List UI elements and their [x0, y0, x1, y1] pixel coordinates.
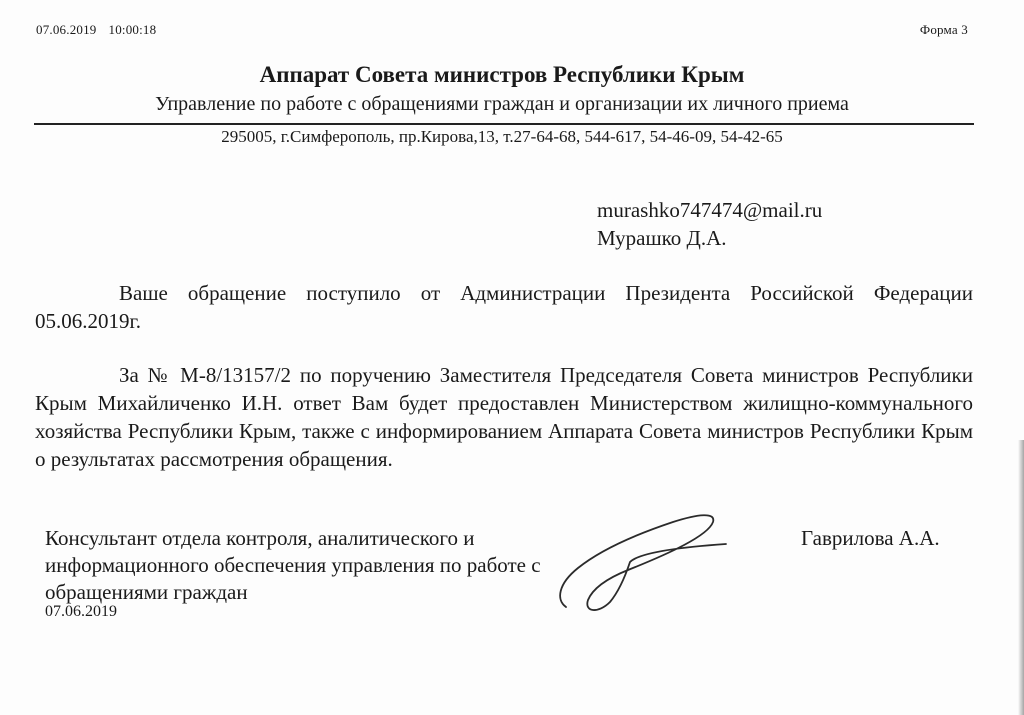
- signer-position: Консультант отдела контроля, аналитического и информационного обеспечения управления по работе с обращениями граждан: [45, 526, 541, 604]
- recipient-name: Мурашко Д.А.: [597, 226, 727, 250]
- signature-date: 07.06.2019: [45, 603, 117, 620]
- print-time: 10:00:18: [108, 22, 157, 37]
- header-divider: [34, 123, 974, 125]
- recipient-block: [597, 196, 822, 252]
- department-name: Управление по работе с обращениями граждан и организации их личного приема: [155, 93, 849, 115]
- organization-name: Аппарат Совета министров Республики Крым: [259, 62, 745, 87]
- body-paragraph-2: За № М-8/13157/2 по поручению Заместителя Председателя Совета министров Республики Крым Михайличенко И.Н. ответ Вам будет предоставлен Министерством жилищно-коммунального хозяйства Республики Крым, также с информированием Аппарата Совета министров Республики Крым о результатах рассмотрения обращения.: [35, 363, 973, 471]
- scan-shadow-edge: [1018, 440, 1024, 715]
- signer-name: Гаврилова А.А.: [801, 526, 940, 550]
- body-paragraph-1: Ваше обращение поступило от Администрации Президента Российской Федерации 05.06.2019г.: [35, 281, 973, 333]
- print-date: 07.06.2019: [36, 22, 97, 37]
- handwritten-signature: [548, 492, 748, 622]
- recipient-email: murashko747474@mail.ru: [597, 198, 823, 222]
- organization-address: 295005, г.Симферополь, пр.Кирова,13, т.27-64-68, 544-617, 54-46-09, 54-42-65: [221, 127, 783, 146]
- form-label: Форма 3: [919, 22, 968, 37]
- print-datetime: [36, 22, 156, 38]
